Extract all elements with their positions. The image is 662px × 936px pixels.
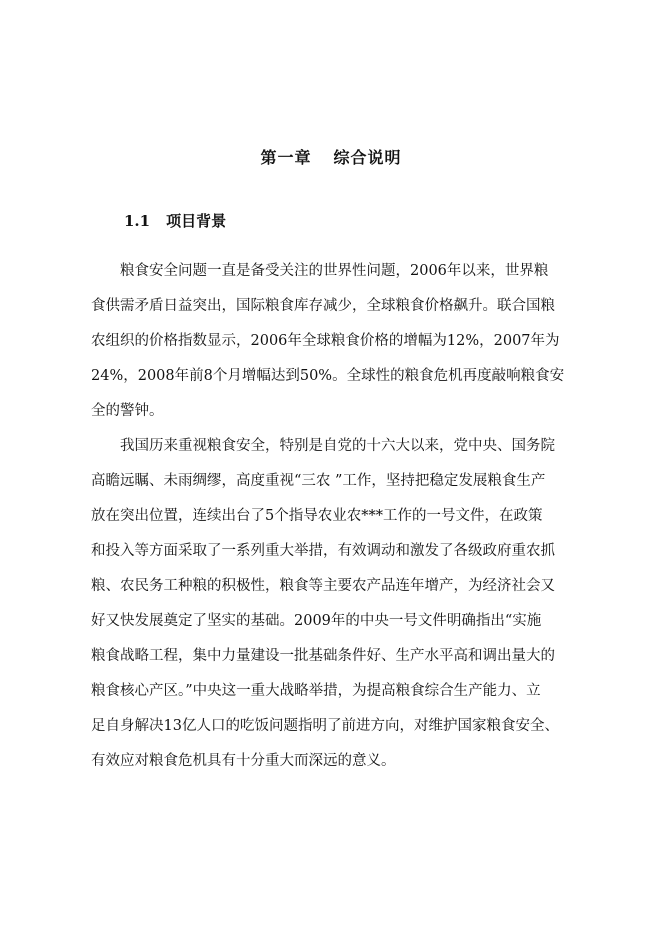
paragraph-line: 粮食战略工程，集中力量建设一批基础条件好、生产水平高和调出量大的 — [91, 648, 555, 664]
section-number: 1.1 — [124, 212, 151, 230]
paragraph-line: 好又快发展奠定了坚实的基础。2009年的中央一号文件明确指出“实施 — [91, 613, 542, 629]
paragraph-line: 农组织的价格指数显示，2006年全球粮食价格的增幅为12%，2007年为 — [91, 333, 560, 349]
body-text — [91, 258, 607, 783]
paragraph-line: 有效应对粮食危机具有十分重大而深远的意义。 — [91, 753, 396, 769]
paragraph-line: 粮食核心产区。”中央这一重大战略举措，为提高粮食综合生产能力、立 — [91, 683, 541, 699]
chapter-number: 第一章 — [260, 148, 312, 167]
paragraph-line: 食供需矛盾日益突出，国际粮食库存减少，全球粮食价格飙升。联合国粮 — [91, 298, 555, 314]
paragraph-line: 我国历来重视粮食安全，特别是自党的十六大以来，党中央、国务院 — [120, 438, 555, 454]
paragraph-line: 粮食安全问题一直是备受关注的世界性问题，2006年以来，世界粮 — [120, 263, 549, 279]
chapter-name: 综合说明 — [333, 148, 402, 167]
paragraph-line: 足自身解决13亿人口的吃饭问题指明了前进方向，对维护国家粮食安全、 — [91, 718, 559, 734]
section-name: 项目背景 — [166, 212, 227, 230]
paragraph-line: 全的警钟。 — [91, 403, 164, 419]
paragraph-line: 放在突出位置，连续出台了5个指导农业农***工作的一号文件，在政策 — [91, 508, 543, 524]
paragraph-line: 24%，2008年前8个月增幅达到50%。全球性的粮食危机再度敲响粮食安 — [91, 368, 565, 384]
section-heading — [124, 210, 226, 231]
paragraph-line: 粮、农民务工种粮的积极性，粮食等主要农产品连年增产，为经济社会又 — [91, 578, 555, 594]
chapter-title — [0, 145, 662, 168]
paragraph-line: 和投入等方面采取了一系列重大举措，有效调动和激发了各级政府重农抓 — [91, 543, 555, 559]
paragraph-line: 高瞻远瞩、未雨绸缪，高度重视“三农 ”工作，坚持把稳定发展粮食生产 — [91, 473, 546, 489]
